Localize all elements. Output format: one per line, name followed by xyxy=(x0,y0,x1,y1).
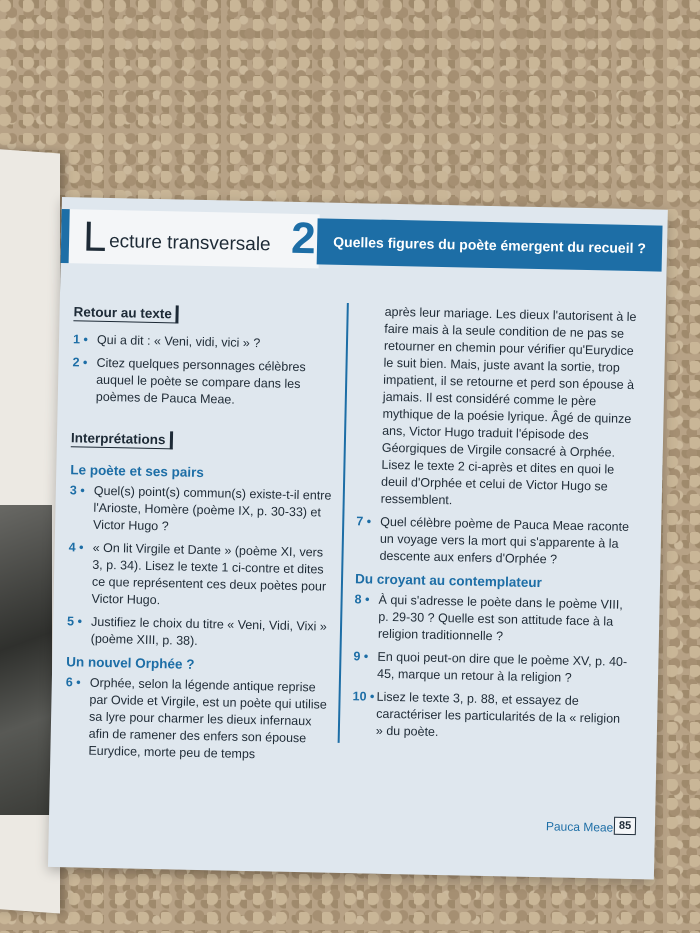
question-7 xyxy=(355,513,634,570)
question-number: 1 • xyxy=(72,332,88,347)
question-text: « On lit Virgile et Dante » (poème XI, vers 3, p. 34). Lisez le texte 1 ci-contre et dites ce que représentent ces deux poètes pour Victor Hugo. xyxy=(91,540,327,608)
question-9 xyxy=(353,648,632,688)
subheading-orphee: Un nouvel Orphée ? xyxy=(66,654,195,672)
left-column xyxy=(64,299,336,770)
question-number: 4 • xyxy=(68,540,84,555)
question-2 xyxy=(72,354,335,410)
question-number: 2 • xyxy=(72,355,88,370)
question-text: À qui s'adresse le poète dans le poème VIII, p. 29-30 ? Quelle est son attitude face à la religion traditionnelle ? xyxy=(377,592,623,644)
question-number: 6 • xyxy=(65,675,81,690)
question-text: Qui a dit : « Veni, vidi, vici » ? xyxy=(96,332,261,351)
question-text: Quel(s) point(s) commun(s) existe-t-il entre l'Arioste, Homère (poème IX, p. 30-33) et Victor Hugo ? xyxy=(92,483,332,534)
question-number: 5 • xyxy=(66,614,83,629)
question-number: 3 • xyxy=(69,483,85,498)
question-text: Quel célèbre poème de Pauca Meae raconte un voyage vers la mort qui s'apparente à la descente aux enfers d'Orphée ? xyxy=(379,514,630,567)
question-1 xyxy=(73,331,335,353)
question-10 xyxy=(352,688,631,745)
question-text: En quoi peut-on dire que le poème XV, p. 40-45, marque un retour à la religion ? xyxy=(376,649,628,685)
book-page xyxy=(48,197,668,880)
header-title-box xyxy=(61,209,320,268)
page-title: ecture transversale xyxy=(108,230,271,256)
question-5 xyxy=(67,613,330,652)
question-8 xyxy=(354,591,633,648)
question-text: Citez quelques personnages célèbres auquel le poète se compare dans les poèmes de Pauca Meae. xyxy=(95,355,306,407)
page-number: 85 xyxy=(614,817,637,835)
right-column xyxy=(352,303,639,751)
header-question: Quelles figures du poète émergent du recueil ? xyxy=(317,218,663,271)
question-number: 7 • xyxy=(356,514,372,529)
subheading-pairs: Le poète et ses pairs xyxy=(70,462,204,481)
question-text: Justifiez le choix du titre « Veni, Vidi, Vixi » (poème XIII, p. 38). xyxy=(90,614,327,648)
left-page-photo xyxy=(0,505,52,815)
column-divider xyxy=(338,303,349,743)
question-text: Lisez le texte 3, p. 88, et essayez de caractériser les particularités de la « religion » du poète. xyxy=(375,689,621,739)
question-number: 9 • xyxy=(353,649,369,664)
title-number: 2 xyxy=(290,213,317,264)
question-6-continued: après leur mariage. Les dieux l'autorisent à le faire mais à la seule condition de ne pas se retourner en chemin pour vérifier qu'Eurydice le suit bien. Mais, juste avant la sortie, trop impatient, il se retourne et perd son épouse à jamais. Il est considéré comme le père mythique de la poésie lyrique. Âgé de quinze ans, Victor Hugo traduit l'épisode des Géorgiques de Virgile consacré à Orphée. Lisez le texte 2 ci-après et dites en quoi le deuil d'Orphée et celui de Victor Hugo se ressemblent. xyxy=(380,304,637,508)
question-text: Orphée, selon la légende antique reprise par Ovide et Virgile, est un poète qui utilise sa lyre pour charmer les dieux infernaux afin de ramener des enfers son épouse Eurydice, morte peu de temps xyxy=(88,675,327,762)
question-number: 10 • xyxy=(352,689,375,704)
question-6 xyxy=(64,674,328,764)
footer-book-title: Pauca Meae xyxy=(545,819,614,835)
question-3 xyxy=(69,482,332,538)
question-4 xyxy=(67,539,330,612)
section-heading-retour: Retour au texte xyxy=(73,303,179,323)
title-capital: L xyxy=(82,212,108,260)
question-number: 8 • xyxy=(354,592,370,607)
subheading-croyant: Du croyant au contemplateur xyxy=(354,571,542,591)
section-heading-interpretations: Interprétations xyxy=(71,429,173,449)
